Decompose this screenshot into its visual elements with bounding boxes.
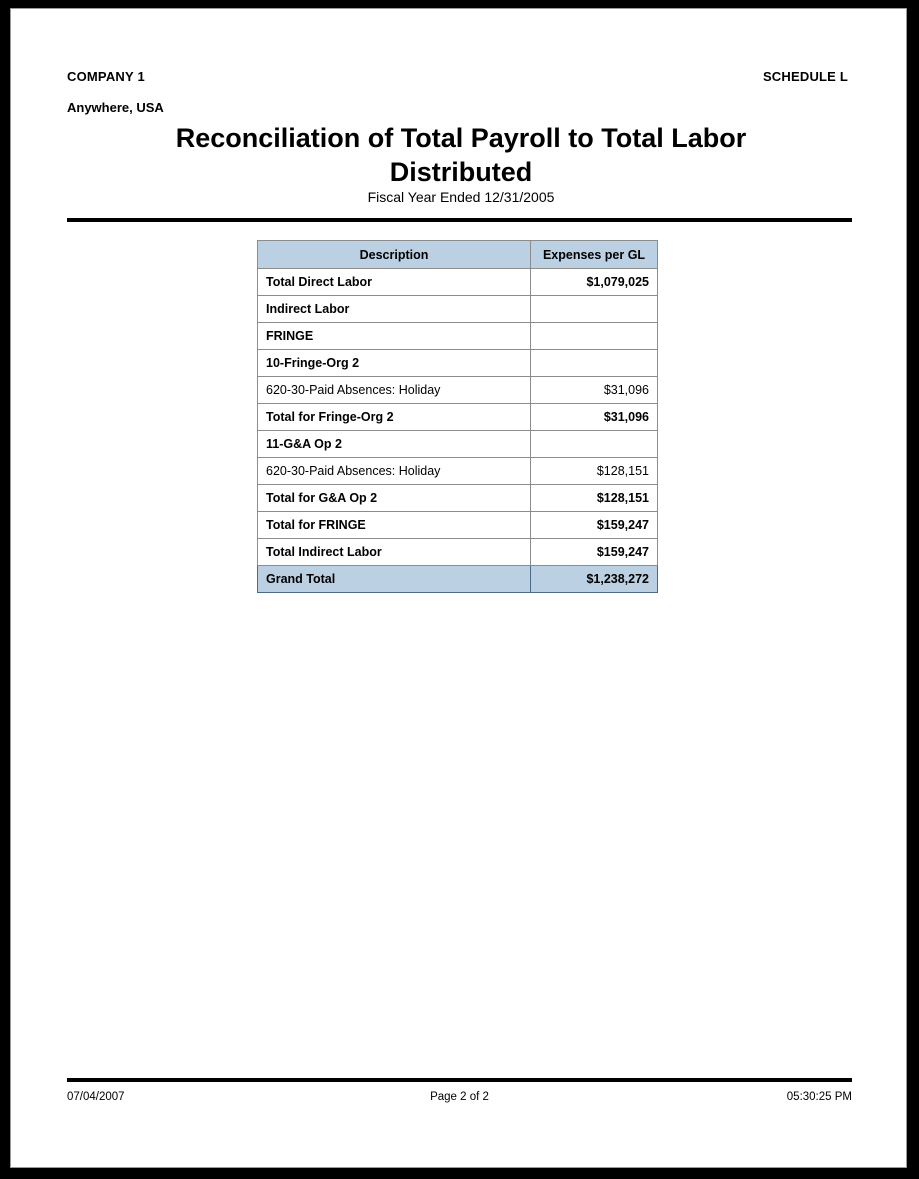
row-description: Indirect Labor	[258, 296, 531, 323]
grand-total-amount: $1,238,272	[531, 566, 658, 593]
row-description: FRINGE	[258, 323, 531, 350]
table-row	[258, 296, 658, 323]
footer-divider	[67, 1078, 852, 1082]
row-amount: $159,247	[531, 539, 658, 566]
table-row-grand-total	[258, 566, 658, 593]
row-amount: $128,151	[531, 485, 658, 512]
header-divider	[67, 218, 852, 222]
schedule-label: SCHEDULE L	[762, 69, 848, 84]
row-description: Total for G&A Op 2	[258, 485, 531, 512]
report-table	[257, 240, 658, 593]
row-description: Total for FRINGE	[258, 512, 531, 539]
table-row	[258, 512, 658, 539]
column-header-expenses: Expenses per GL	[531, 241, 658, 269]
table-row	[258, 323, 658, 350]
table-row	[258, 269, 658, 296]
row-description: 10-Fringe-Org 2	[258, 350, 531, 377]
row-amount: $159,247	[531, 512, 658, 539]
footer-time: 05:30:25 PM	[786, 1091, 852, 1103]
row-amount	[531, 350, 658, 377]
row-amount: $31,096	[531, 404, 658, 431]
row-amount	[531, 431, 658, 458]
grand-total-label: Grand Total	[258, 566, 531, 593]
page-footer	[67, 1091, 852, 1107]
row-description: 620-30-Paid Absences: Holiday	[258, 458, 531, 485]
table-row	[258, 539, 658, 566]
table-row	[258, 377, 658, 404]
table-row	[258, 458, 658, 485]
table-body	[258, 269, 658, 593]
page-subtitle: Fiscal Year Ended 12/31/2005	[367, 189, 555, 205]
row-amount: $128,151	[531, 458, 658, 485]
column-header-description: Description	[258, 241, 531, 269]
row-amount: $1,079,025	[531, 269, 658, 296]
company-location: Anywhere, USA	[67, 100, 164, 115]
footer-date: 07/04/2007	[67, 1091, 125, 1103]
table-row	[258, 485, 658, 512]
row-description: Total Indirect Labor	[258, 539, 531, 566]
row-amount	[531, 323, 658, 350]
row-amount	[531, 296, 658, 323]
report-table-wrapper	[257, 240, 657, 593]
company-name: COMPANY 1	[67, 69, 145, 84]
table-row	[258, 404, 658, 431]
row-amount: $31,096	[531, 377, 658, 404]
report-page	[10, 8, 907, 1168]
row-description: Total for Fringe-Org 2	[258, 404, 531, 431]
table-row	[258, 350, 658, 377]
table-header-row	[258, 241, 658, 269]
table-row	[258, 431, 658, 458]
footer-page-number: Page 2 of 2	[430, 1091, 489, 1103]
page-header	[11, 69, 906, 89]
row-description: 11-G&A Op 2	[258, 431, 531, 458]
page-title: Reconciliation of Total Payroll to Total Labor Distributed	[175, 123, 747, 187]
row-description: Total Direct Labor	[258, 269, 531, 296]
row-description: 620-30-Paid Absences: Holiday	[258, 377, 531, 404]
